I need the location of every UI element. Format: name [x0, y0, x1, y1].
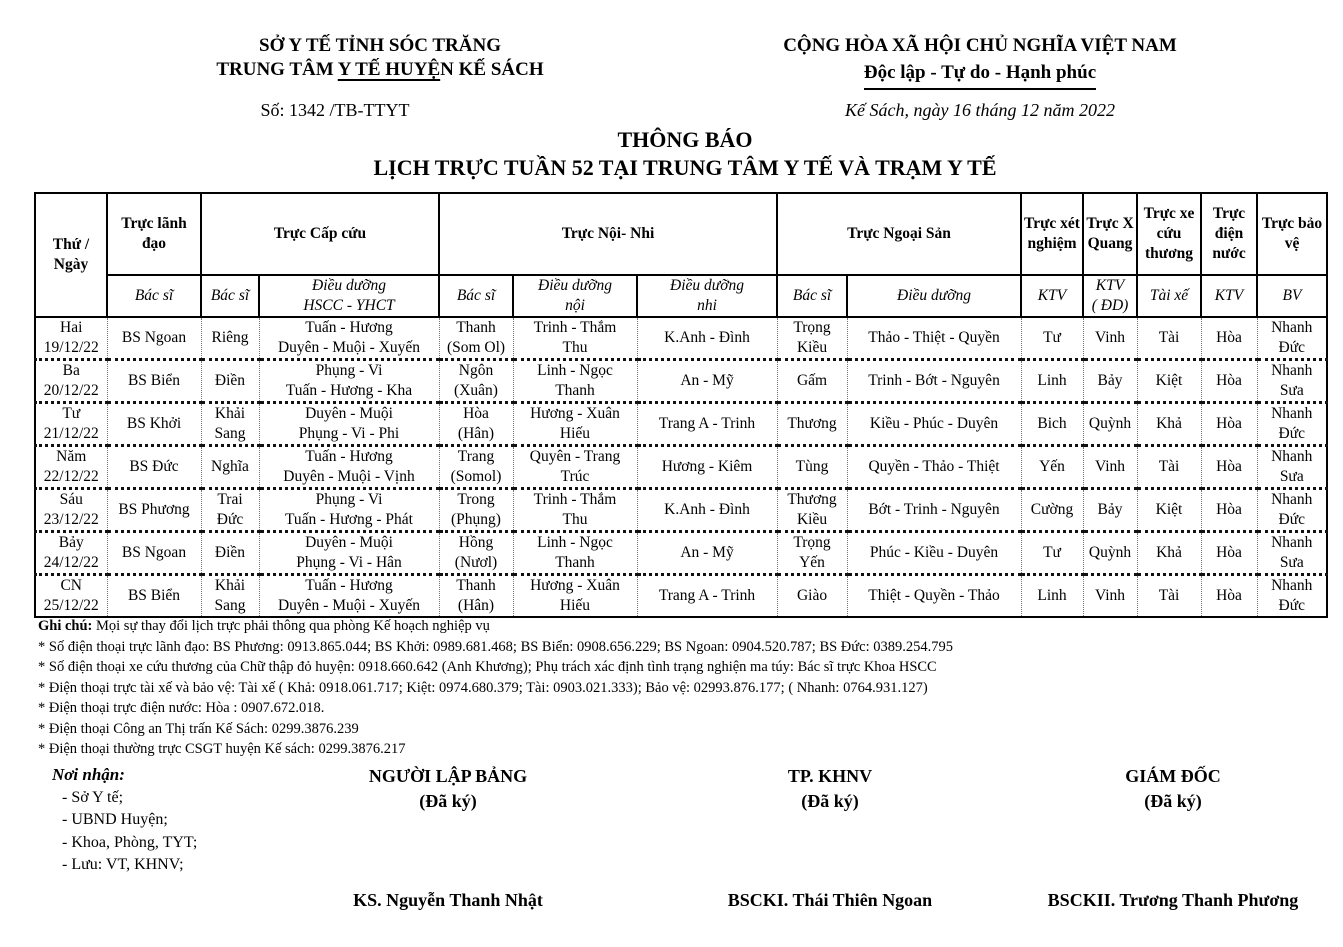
sub-xray — [1083, 275, 1137, 317]
cell-security — [1257, 532, 1327, 575]
cell-ped-nurse: Hương - Kiêm — [637, 446, 777, 489]
cell-ss-nurse: Kiều - Phúc - Duyên — [847, 403, 1021, 446]
cell-security — [1257, 317, 1327, 360]
cell-er-nurse — [259, 403, 439, 446]
in-doctor-line-2: (Somol) — [450, 468, 502, 485]
ss-doctor-line-1: Trọng — [793, 319, 831, 336]
cell-utility: Hòa — [1201, 403, 1257, 446]
place-date: Kế Sách, ngày 16 tháng 12 năm 2022 — [845, 100, 1115, 120]
cell-in-doctor — [439, 532, 513, 575]
org-line-1: SỞ Y TẾ TỈNH SÓC TRĂNG — [259, 35, 501, 56]
sub-utility: KTV — [1201, 275, 1257, 317]
cell-day — [35, 446, 107, 489]
recipients-section — [52, 764, 197, 877]
in-doctor-line-2: (Som Ol) — [446, 339, 506, 356]
ss-doctor-line-2: Kiều — [796, 339, 828, 356]
cell-lab: Yến — [1021, 446, 1083, 489]
ss-doctor-line-1: Giào — [796, 587, 828, 604]
security-line-1: Nhanh — [1271, 491, 1313, 508]
cell-xray: Vinh — [1083, 317, 1137, 360]
cell-er-doctor: Điền — [201, 532, 259, 575]
cell-xray: Vinh — [1083, 575, 1137, 618]
in-doctor-line-1: Hồng — [458, 534, 494, 551]
in-nurse-line-2: Thanh — [555, 554, 595, 571]
cell-in-nurse — [513, 489, 637, 532]
cell-utility: Hòa — [1201, 317, 1257, 360]
note-line: * Điện thoại thường trực CSGT huyện Kế sách: 0299.3876.217 — [38, 741, 406, 757]
in-doctor-line-1: Thanh — [456, 319, 496, 336]
day-line-1: Ba — [62, 362, 80, 379]
er-nurse-line-2: Phụng - Vi - Hân — [296, 554, 402, 571]
cell-driver: Kiệt — [1137, 360, 1201, 403]
cell-day — [35, 575, 107, 618]
sub-ped-nurse-l1: Điều dưỡng — [670, 277, 744, 294]
day-line-2: 24/12/22 — [43, 554, 99, 571]
security-line-2: Sưa — [1279, 382, 1304, 399]
org-line-2-underlined: Y TẾ HUYỆ — [337, 59, 441, 80]
cell-utility: Hòa — [1201, 575, 1257, 618]
sub-in-doctor: Bác sĩ — [439, 275, 513, 317]
ss-doctor-line-2: Kiều — [796, 511, 828, 528]
duty-schedule-table — [34, 192, 1328, 618]
cell-lab: Tư — [1021, 532, 1083, 575]
note-line: * Số điện thoại xe cứu thương của Chữ thập đỏ huyện: 0918.660.642 (Anh Khương); Phụ trách xác định tình trạng nghiện ma túy: Bác sĩ trực Khoa HSCC — [38, 659, 937, 675]
cell-er-nurse — [259, 446, 439, 489]
security-line-1: Nhanh — [1271, 405, 1313, 422]
in-nurse-line-1: Trinh - Thắm — [533, 491, 617, 508]
day-line-2: 20/12/22 — [43, 382, 99, 399]
cell-xray: Bảy — [1083, 489, 1137, 532]
cell-leader: BS Khởi — [107, 403, 201, 446]
signature-status: (Đã ký) — [419, 791, 477, 811]
day-line-2: 22/12/22 — [43, 468, 99, 485]
cell-utility: Hòa — [1201, 360, 1257, 403]
er-nurse-line-1: Phụng - Vi — [315, 362, 383, 379]
cell-lab: Tư — [1021, 317, 1083, 360]
cell-ped-nurse: K.Anh - Đình — [637, 317, 777, 360]
in-nurse-line-1: Linh - Ngọc — [537, 362, 613, 379]
org-line-2 — [100, 58, 660, 82]
issuing-organization — [100, 34, 660, 82]
cell-in-doctor — [439, 489, 513, 532]
header-emergency: Trực Cấp cứu — [201, 193, 439, 275]
cell-er-doctor: Riêng — [201, 317, 259, 360]
in-nurse-line-1: Hương - Xuân — [530, 577, 620, 594]
table-row — [35, 489, 1327, 532]
cell-security — [1257, 575, 1327, 618]
cell-security — [1257, 446, 1327, 489]
ss-doctor-line-1: Trọng — [793, 534, 831, 551]
signature-name: KS. Nguyễn Thanh Nhật — [353, 890, 543, 910]
er-nurse-line-2: Tuấn - Hương - Kha — [285, 382, 413, 399]
day-line-1: Sáu — [59, 491, 83, 508]
document-title — [0, 126, 1343, 182]
day-line-2: 23/12/22 — [43, 511, 99, 528]
sub-er-nurse-l1: Điều dưỡng — [312, 277, 386, 294]
ss-doctor-line-1: Gấm — [796, 372, 828, 389]
in-nurse-line-1: Quyên - Trang — [529, 448, 621, 465]
cell-ss-nurse: Thảo - Thiệt - Quyền — [847, 317, 1021, 360]
org-line-2-post: N KẾ SÁCH — [440, 59, 544, 80]
sub-ped-nurse — [637, 275, 777, 317]
note-line: * Điện thoại trực tài xế và bảo vệ: Tài xế ( Khả: 0918.061.717; Kiệt: 0974.680.379; Tài: 0903.021.333); Bảo vệ: 02993.876.177; ( Nhanh: 0764.931.127) — [38, 679, 928, 696]
document-number: Số: 1342 /TB-TTYT — [260, 100, 410, 120]
cell-lab: Bich — [1021, 403, 1083, 446]
sub-ped-nurse-l2: nhi — [697, 297, 717, 314]
cell-er-nurse — [259, 575, 439, 618]
cell-xray: Quỳnh — [1083, 532, 1137, 575]
signature-role: TP. KHNV — [787, 766, 873, 786]
er-nurse-line-2: Duyên - Muội - Xuyến — [277, 597, 421, 614]
note-line: * Điện thoại trực điện nước: Hòa : 0907.672.018. — [38, 700, 325, 716]
table-row — [35, 532, 1327, 575]
recipient-item: - UBND Huyện; — [62, 811, 168, 828]
security-line-2: Đức — [1278, 511, 1305, 528]
title-line-1: THÔNG BÁO — [617, 127, 753, 152]
signature-status: (Đã ký) — [1144, 791, 1202, 811]
cell-er-doctor: Nghĩa — [201, 446, 259, 489]
security-line-1: Nhanh — [1271, 448, 1313, 465]
recipient-item: - Khoa, Phòng, TYT; — [62, 833, 198, 851]
day-line-1: Bảy — [58, 534, 84, 551]
cell-lab: Cường — [1021, 489, 1083, 532]
header-security: Trực bảo vệ — [1257, 193, 1327, 275]
security-line-2: Đức — [1278, 339, 1305, 356]
day-line-2: 19/12/22 — [43, 339, 99, 356]
cell-er-nurse — [259, 360, 439, 403]
day-line-1: CN — [60, 577, 83, 594]
signature-preparer — [298, 764, 598, 910]
cell-security — [1257, 489, 1327, 532]
header-xray: Trực X Quang — [1083, 193, 1137, 275]
signature-role: NGƯỜI LẬP BẢNG — [368, 766, 528, 786]
cell-er-nurse — [259, 532, 439, 575]
cell-ped-nurse: Trang A - Trinh — [637, 403, 777, 446]
cell-in-nurse — [513, 446, 637, 489]
cell-ss-nurse: Phúc - Kiều - Duyên — [847, 532, 1021, 575]
cell-day — [35, 489, 107, 532]
cell-leader: BS Ngoan — [107, 532, 201, 575]
cell-xray: Vinh — [1083, 446, 1137, 489]
country-name: CỘNG HÒA XÃ HỘI CHỦ NGHĨA VIỆT NAM — [783, 35, 1177, 56]
recipient-item: - Sở Y tế; — [62, 788, 124, 806]
signature-khnv-head — [680, 764, 980, 910]
cell-er-nurse — [259, 317, 439, 360]
day-line-2: 25/12/22 — [43, 597, 99, 614]
cell-in-doctor — [439, 446, 513, 489]
cell-in-doctor — [439, 575, 513, 618]
cell-in-doctor — [439, 403, 513, 446]
cell-lab: Linh — [1021, 575, 1083, 618]
national-motto: Độc lập - Tự do - Hạnh phúc — [864, 61, 1096, 90]
header-lab: Trực xét nghiệm — [1021, 193, 1083, 275]
national-header — [700, 34, 1260, 90]
title-line-2: LỊCH TRỰC TUẦN 52 TẠI TRUNG TÂM Y TẾ VÀ TRẠM Y TẾ — [373, 155, 997, 180]
cell-lab: Linh — [1021, 360, 1083, 403]
er-nurse-line-2: Phụng - Vi - Phi — [298, 425, 400, 442]
note-label: Ghi chú: — [38, 618, 93, 634]
cell-ss-doctor — [777, 575, 847, 618]
cell-leader: BS Biển — [107, 575, 201, 618]
in-nurse-line-1: Linh - Ngọc — [537, 534, 613, 551]
cell-day — [35, 317, 107, 360]
cell-ss-doctor — [777, 317, 847, 360]
in-doctor-line-2: (Phụng) — [451, 511, 501, 528]
cell-driver: Tài — [1137, 575, 1201, 618]
er-nurse-line-1: Tuấn - Hương — [305, 577, 393, 594]
cell-day — [35, 403, 107, 446]
cell-driver: Khả — [1137, 532, 1201, 575]
signature-name: BSCKI. Thái Thiên Ngoan — [727, 890, 933, 910]
in-doctor-line-1: Thanh — [456, 577, 496, 594]
sub-er-nurse-l2: HSCC - YHCT — [303, 297, 395, 314]
cell-driver: Khả — [1137, 403, 1201, 446]
cell-ss-doctor — [777, 403, 847, 446]
table-row — [35, 446, 1327, 489]
cell-er-doctor: Trai Đức — [201, 489, 259, 532]
cell-in-doctor — [439, 317, 513, 360]
ss-doctor-line-2: Yến — [799, 554, 825, 571]
in-doctor-line-2: (Xuân) — [454, 382, 498, 399]
cell-ss-nurse: Quyền - Thảo - Thiệt — [847, 446, 1021, 489]
header-ambulance: Trực xe cứu thương — [1137, 193, 1201, 275]
sub-er-nurse — [259, 275, 439, 317]
in-doctor-line-1: Ngôn — [458, 362, 494, 379]
in-doctor-line-2: (Nươl) — [454, 554, 498, 571]
cell-driver: Tài — [1137, 317, 1201, 360]
signature-role: GIÁM ĐỐC — [1125, 766, 1221, 786]
cell-xray: Bảy — [1083, 360, 1137, 403]
in-nurse-line-2: Hiếu — [559, 597, 591, 614]
cell-security — [1257, 360, 1327, 403]
cell-er-doctor: Khải Sang — [201, 403, 259, 446]
schedule-body — [35, 317, 1327, 617]
cell-ss-doctor — [777, 532, 847, 575]
sub-leader-doctor: Bác sĩ — [107, 275, 201, 317]
cell-xray: Quỳnh — [1083, 403, 1137, 446]
er-nurse-line-1: Tuấn - Hương — [305, 448, 393, 465]
sub-xray-l1: KTV — [1095, 277, 1125, 294]
cell-ss-nurse: Trinh - Bớt - Nguyên — [847, 360, 1021, 403]
table-row — [35, 403, 1327, 446]
cell-day — [35, 360, 107, 403]
sub-in-nurse-l1: Điều dưỡng — [538, 277, 612, 294]
cell-driver: Kiệt — [1137, 489, 1201, 532]
cell-leader: BS Đức — [107, 446, 201, 489]
sub-driver: Tài xế — [1137, 275, 1201, 317]
cell-ss-nurse: Thiệt - Quyền - Thảo — [847, 575, 1021, 618]
cell-in-nurse — [513, 317, 637, 360]
cell-in-nurse — [513, 532, 637, 575]
cell-er-doctor: Khải Sang — [201, 575, 259, 618]
cell-leader: BS Phương — [107, 489, 201, 532]
cell-ss-nurse: Bớt - Trinh - Nguyên — [847, 489, 1021, 532]
security-line-2: Sưa — [1279, 468, 1304, 485]
cell-utility: Hòa — [1201, 532, 1257, 575]
cell-ped-nurse: K.Anh - Đình — [637, 489, 777, 532]
cell-security — [1257, 403, 1327, 446]
er-nurse-line-1: Phụng - Vi — [315, 491, 383, 508]
cell-leader: BS Ngoan — [107, 317, 201, 360]
cell-er-doctor: Điền — [201, 360, 259, 403]
signature-director — [1023, 764, 1323, 910]
day-line-1: Tư — [62, 405, 81, 422]
sub-in-nurse — [513, 275, 637, 317]
signature-name: BSCKII. Trương Thanh Phương — [1047, 890, 1299, 910]
table-row — [35, 317, 1327, 360]
header-utility: Trực điện nước — [1201, 193, 1257, 275]
security-line-1: Nhanh — [1271, 319, 1313, 336]
cell-er-nurse — [259, 489, 439, 532]
er-nurse-line-1: Tuấn - Hương — [305, 319, 393, 336]
header-leader: Trực lãnh đạo — [107, 193, 201, 275]
security-line-2: Sưa — [1279, 554, 1304, 571]
in-nurse-line-1: Hương - Xuân — [530, 405, 620, 422]
in-doctor-line-1: Trong — [457, 491, 495, 508]
table-row — [35, 360, 1327, 403]
cell-in-nurse — [513, 575, 637, 618]
ss-doctor-line-1: Thương — [787, 415, 837, 432]
in-doctor-line-1: Trang — [457, 448, 495, 465]
ss-doctor-line-1: Tùng — [795, 458, 829, 475]
org-line-2-pre: TRUNG TÂM — [216, 59, 338, 80]
in-nurse-line-1: Trinh - Thắm — [533, 319, 617, 336]
header-day: Thứ / Ngày — [35, 193, 107, 317]
er-nurse-line-1: Duyên - Muội — [305, 405, 393, 422]
cell-ped-nurse: Trang A - Trinh — [637, 575, 777, 618]
er-nurse-line-2: Duyên - Muội - Xuyến — [277, 339, 421, 356]
security-line-1: Nhanh — [1271, 534, 1313, 551]
day-line-1: Hai — [60, 319, 83, 336]
note-line: * Điện thoại Công an Thị trấn Kế Sách: 0299.3876.239 — [38, 720, 359, 737]
day-line-1: Năm — [56, 448, 87, 465]
sub-xray-l2: ( ĐD) — [1091, 297, 1129, 314]
security-line-1: Nhanh — [1271, 362, 1313, 379]
sub-security: BV — [1257, 275, 1327, 317]
sub-lab: KTV — [1021, 275, 1083, 317]
note-line: * Số điện thoại trực lãnh đạo: BS Phương: 0913.865.044; BS Khởi: 0989.681.468; BS Biển: 0908.656.229; BS Ngoan: 0904.520.787; BS Đức: 0389.254.795 — [38, 638, 953, 655]
in-doctor-line-2: (Hân) — [457, 597, 495, 614]
note-main-text: Mọi sự thay đổi lịch trực phải thông qua phòng Kế hoạch nghiệp vụ — [92, 618, 490, 634]
in-doctor-line-2: (Hân) — [457, 425, 495, 442]
cell-ss-doctor — [777, 489, 847, 532]
note-main — [38, 616, 953, 637]
ss-doctor-line-1: Thương — [787, 491, 837, 508]
sub-ss-doctor: Bác sĩ — [777, 275, 847, 317]
day-line-2: 21/12/22 — [43, 425, 99, 442]
cell-in-doctor — [439, 360, 513, 403]
recipient-item: - Lưu: VT, KHNV; — [62, 856, 184, 873]
sub-er-doctor: Bác sĩ — [201, 275, 259, 317]
cell-driver: Tài — [1137, 446, 1201, 489]
recipients-label: Nơi nhận: — [52, 765, 125, 784]
signature-status: (Đã ký) — [801, 791, 859, 811]
cell-in-nurse — [513, 360, 637, 403]
security-line-2: Đức — [1278, 425, 1305, 442]
cell-ss-doctor — [777, 446, 847, 489]
sub-ss-nurse: Điều dưỡng — [847, 275, 1021, 317]
cell-in-nurse — [513, 403, 637, 446]
er-nurse-line-1: Duyên - Muội — [305, 534, 393, 551]
cell-leader: BS Biển — [107, 360, 201, 403]
cell-utility: Hòa — [1201, 489, 1257, 532]
in-nurse-line-2: Thanh — [555, 382, 595, 399]
table-row — [35, 575, 1327, 618]
in-doctor-line-1: Hòa — [463, 405, 489, 422]
security-line-2: Đức — [1278, 597, 1305, 614]
header-internal-pediatric: Trực Nội- Nhi — [439, 193, 777, 275]
er-nurse-line-2: Duyên - Muội - Vịnh — [283, 468, 415, 485]
security-line-1: Nhanh — [1271, 577, 1313, 594]
cell-ss-doctor — [777, 360, 847, 403]
in-nurse-line-2: Thu — [562, 339, 588, 356]
cell-utility: Hòa — [1201, 446, 1257, 489]
cell-ped-nurse: An - Mỹ — [637, 360, 777, 403]
er-nurse-line-2: Tuấn - Hương - Phát — [285, 511, 413, 528]
sub-in-nurse-l2: nội — [565, 297, 585, 314]
in-nurse-line-2: Thu — [562, 511, 588, 528]
cell-day — [35, 532, 107, 575]
header-surgery-obstetric: Trực Ngoại Sản — [777, 193, 1021, 275]
notes-section — [38, 616, 953, 760]
in-nurse-line-2: Trúc — [560, 468, 590, 485]
cell-ped-nurse: An - Mỹ — [637, 532, 777, 575]
in-nurse-line-2: Hiếu — [559, 425, 591, 442]
